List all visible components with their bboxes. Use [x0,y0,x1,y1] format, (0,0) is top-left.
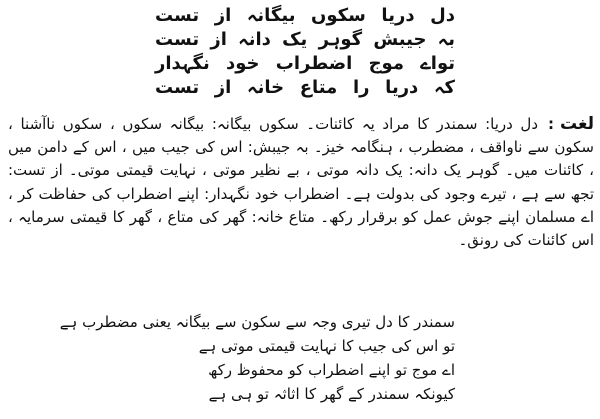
urdu-translation [59,310,455,406]
glossary-separator: : [548,115,555,133]
verse-line: بہ جیبش گوہر یک دانہ از تست [155,29,455,50]
translation-line: سمندر کا دل تیری وجہ سے سکون سے بیگانہ یعنی مضطرب ہے [59,313,455,331]
persian-verse [155,4,455,100]
translation-line: اے موج تو اپنے اضطراب کو محفوظ رکھ [208,361,455,379]
verse-line: کہ دریا را متاع خانہ از تست [155,77,455,98]
translation-line: تو اس کی جیب کا نہایت قیمتی موتی ہے [198,337,455,355]
glossary-body: دل دریا: سمندر کا مراد یہ کائنات۔ سکوں بیگانہ: بیگانہ سکوں ، سکوں ناآشنا ، سکون سے ناواقف ، مضطرب ، ہنگامہ خیز۔ بہ جیبش: اس کی جیب میں ، اس کے دامن میں ، کائنات میں۔ گوہر یک دانہ: یک دانہ موتی ، بے نظیر موتی ، نہایت قیمتی موتی۔ از تست: تجھ سے ہے ، تیرے وجود کی بدولت ہے۔ اضطراب خود نگہدار: اپنے اضطراب کی حفاظت کر ، اے مسلمان اپنے جوش عمل کو برقرار رکھ۔ متاع خانہ: گھر کی متاع ، گھر کا قیمتی سرمایہ ، اس کائنات کی رونق۔ [8,115,594,250]
glossary-section [8,113,594,252]
translation-line: کیونکہ سمندر کے گھر کا اثاثہ تو ہی ہے [208,385,455,403]
verse-line: دل دریا سکوں بیگانہ از تست [155,5,455,26]
glossary-heading: لغت [560,114,594,134]
verse-line: تواے موج اضطراب خود نگہدار [155,53,455,74]
